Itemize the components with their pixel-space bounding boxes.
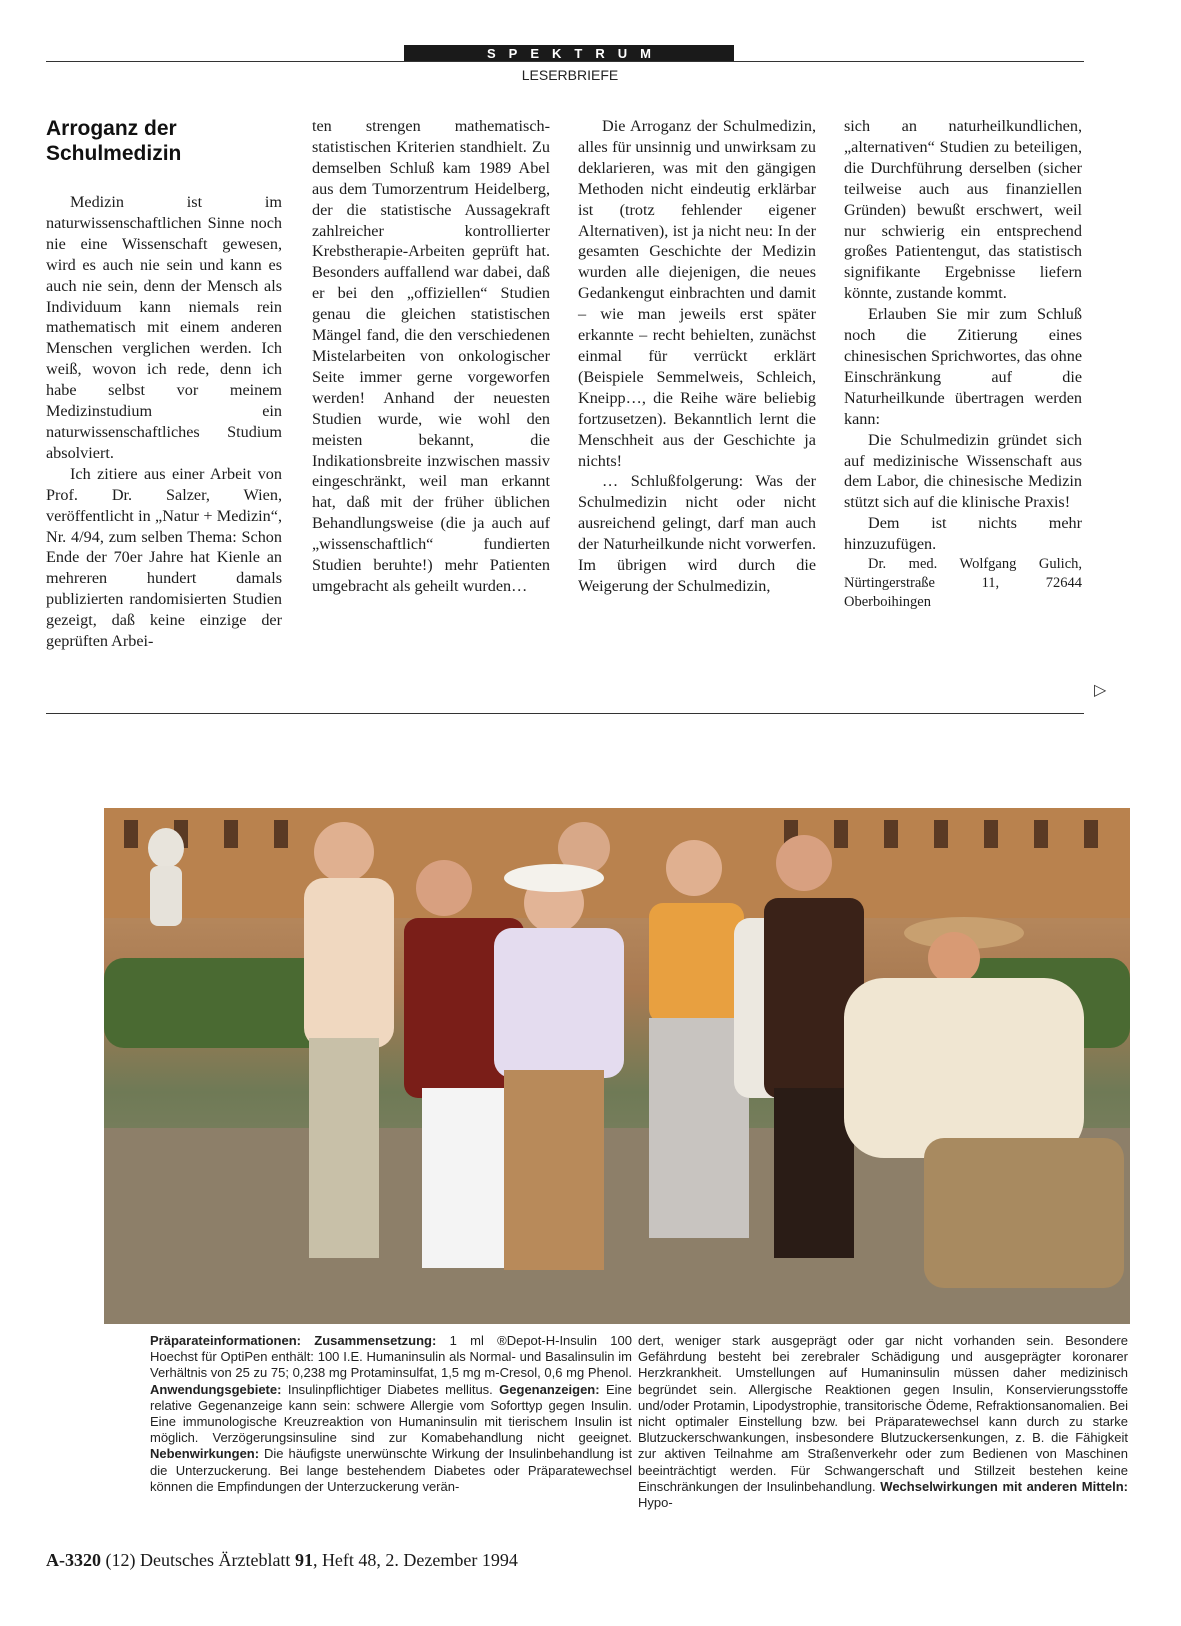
advert-bold-term: Anwendungsgebiete:: [150, 1381, 282, 1397]
advert-text: 1 ml ®Depot-H-Insulin 100 Hoechst für OptiPen enthält: 100 I.E. Humaninsulin als Normal- und Basalinsulin im Verhältnis von 25 zu 75; 0,238 mg Protaminsulfat, 1,5 mg m-Cresol, 0,6 mg Phenol.: [150, 1333, 632, 1381]
page-footer: [46, 1550, 518, 1571]
advert-bold-term: Präparateinformationen: Zusammensetzung:: [150, 1333, 437, 1348]
volume-number: 91: [294, 1550, 313, 1570]
article-column-3: [578, 116, 816, 597]
section-label: LESERBRIEFE: [521, 67, 619, 83]
advert-bold-term: Gegenanzeigen:: [499, 1381, 600, 1397]
paragraph: Dem ist nichts mehr hinzuzufügen.: [844, 514, 1082, 554]
paragraph: Die Schulmedizin gründet sich auf medizinische Wissenschaft aus dem Labor, die chinesische Medizin stützt sich auf die klinische Praxis!: [844, 430, 1082, 512]
prescribing-info-right: [638, 1333, 1128, 1511]
issue-suffix: , Heft 48, 2. Dezember 1994: [312, 1550, 518, 1570]
paragraph: Ich zitiere aus einer Arbeit von Prof. Dr. Salzer, Wien, veröffentlicht in „Natur + Medizin“, Nr. 4/94, zum selben Thema: Schon Ende der 70er Jahre hat Kienle an mehreren hundert damals publizierten randomisierten Studien gezeigt, daß keine einzige der geprüften Arbei-: [46, 464, 282, 651]
article-column-4: [844, 116, 1082, 612]
author-signature: Dr. med. Wolfgang Gulich, Nürtingerstraße 11, 72644 Oberboihingen: [844, 556, 1082, 611]
advert-text: Die häufigste unerwünschte Wirkung der Insulinbehandlung ist die Unterzuckerung. Bei lange bestehendem Diabetes oder Präparatewechsel können die Empfindungen der Unterzuckerung verän-: [150, 1446, 632, 1494]
advert-bold-term: Nebenwirkungen:: [150, 1446, 260, 1462]
advert-bold-term: Wechselwirkungen mit anderen Mitteln:: [880, 1478, 1128, 1494]
continue-arrow-icon: ▷: [1094, 680, 1107, 699]
paragraph: Erlauben Sie mir zum Schluß noch die Zitierung eines chinesischen Sprichwortes, das ohne Einschränkung auf die Naturheilkunde übertragen werden kann:: [844, 305, 1082, 428]
paragraph: sich an naturheilkundlichen, „alternativen“ Studien zu beteiligen, die Durchführung derselben (sicher teilweise auch aus finanziellen Gründen) bewußt erschwert, weil nur schwierig ein entsprechend großes Patientengut, das statistisch signifikante Ergebnisse liefern könnte, zustande kommt.: [844, 117, 1082, 303]
article-headline: Arroganz der Schulmedizin: [46, 117, 182, 165]
photo-illustration: [104, 808, 1130, 1324]
paragraph: Medizin ist im naturwissenschaftlichen Sinne noch nie eine Wissenschaft gewesen, wird es auch nie sein und kann es auch nie sein, denn der Mensch als Individuum kann niemals rein mathematisch mit einem anderen Menschen verglichen werden. Ich weiß, wovon ich rede, denn ich habe selbst vor meinem Medizinstudium ein naturwissenschaftliches Studium absolviert.: [46, 193, 282, 462]
advert-photo: [104, 808, 1130, 1324]
advert-text: dert, weniger stark ausgeprägt oder gar nicht vorhanden sein. Besondere Gefährdung besteht bei zerebraler Schädigung und ausgeprägter koronarer Herzkrankheit. Umstellungen auf Humaninsulin müssen daher medizinisch begründet sein. Allergische Reaktionen gegen Insulin, Konservierungsstoffe und/oder Protamin, Lipodystrophie, transitorische Ödeme, Refraktionsanomalien. Bei nicht optimaler Einstellung bzw. bei Präparatewechsel kann durch zu starke Blutzuckerschwankungen, insbesondere Blutzuckersenkungen, z. B. die Fähigkeit zur aktiven Teilnahme am Straßenverkehr oder zum Bedienen von Maschinen beeinträchtigt werden. Für Schwangerschaft und Stillzeit bestehen keine Einschränkungen der Insulinbehandlung.: [638, 1333, 1128, 1494]
article-column-2: [312, 116, 550, 597]
issue-prefix: (12) Deutsches Ärzteblatt: [105, 1550, 295, 1570]
paragraph: Die Arroganz der Schulmedizin, alles für unsinnig und unwirksam zu deklarieren, was mit den gängigen Methoden nicht eindeutig erklärbar ist (trotz fehlender eigener Alternativen), ist ja nicht neu: In der gesamten Geschichte der Medizin wurden alle diejenigen, die neues Gedankengut einbrachten und damit – wie man jeweils erst später erkannte – recht behielten, zunächst einmal für verrückt erklärt (Beispiele Semmelweis, Schleich, Kneipp…, die Reihe wäre beliebig fortzusetzen). Bekanntlich lernt die Menschheit aus der Geschichte ja nichts!: [578, 117, 816, 470]
header-rule: [46, 61, 1084, 62]
advert-text: Eine relative Gegenanzeige kann sein: schwere Allergie vom Soforttyp gegen Insulin. Eine immunologische Kreuzreaktion von Humaninsulin mit tierischem Insulin ist möglich. Verzögerungsinsuline sind zur Komabehandlung nicht geeignet.: [150, 1381, 632, 1446]
page-number: A-3320: [46, 1550, 101, 1570]
paragraph: … Schlußfolgerung: Was der Schulmedizin nicht oder nicht ausreichend gelingt, darf man auch der Naturheilkunde nicht vorwerfen. Im übrigen wird durch die Weigerung der Schulmedizin,: [578, 472, 816, 595]
section-rule: [46, 713, 1084, 714]
advert-text: Insulinpflichtiger Diabetes mellitus.: [281, 1381, 500, 1397]
rubric-bar: SPEKTRUM: [404, 45, 734, 62]
paragraph: ten strengen mathematisch-statistischen Kriterien standhielt. Zu demselben Schluß kam 1989 Abel aus dem Tumorzentrum Heidelberg, der die statistische Aussagekraft zahlreicher kontrollierter Krebstherapie-Arbeiten geprüft hat. Besonders auffallend war dabei, daß er bei den „offiziellen“ Studien genau die gleichen statistischen Mängel fand, die den verschiedenen Mistelarbeiten von onkologischer Seite immer gerne vorgeworfen werden! Anhand der neuesten Studien wurde, wie wohl den meisten bekannt, die Indikationsbreite inzwischen massiv eingeschränkt, weil man erkannt hat, daß mit der früher üblichen Behandlungsweise (die ja auch auf „wissenschaftlich“ fundierten Studien beruhte!) mehr Patienten umgebracht als geheilt wurden…: [312, 117, 550, 595]
advert-text: Hypo-: [638, 1495, 673, 1511]
article-column-1: [46, 116, 282, 652]
prescribing-info-left: [150, 1333, 632, 1495]
